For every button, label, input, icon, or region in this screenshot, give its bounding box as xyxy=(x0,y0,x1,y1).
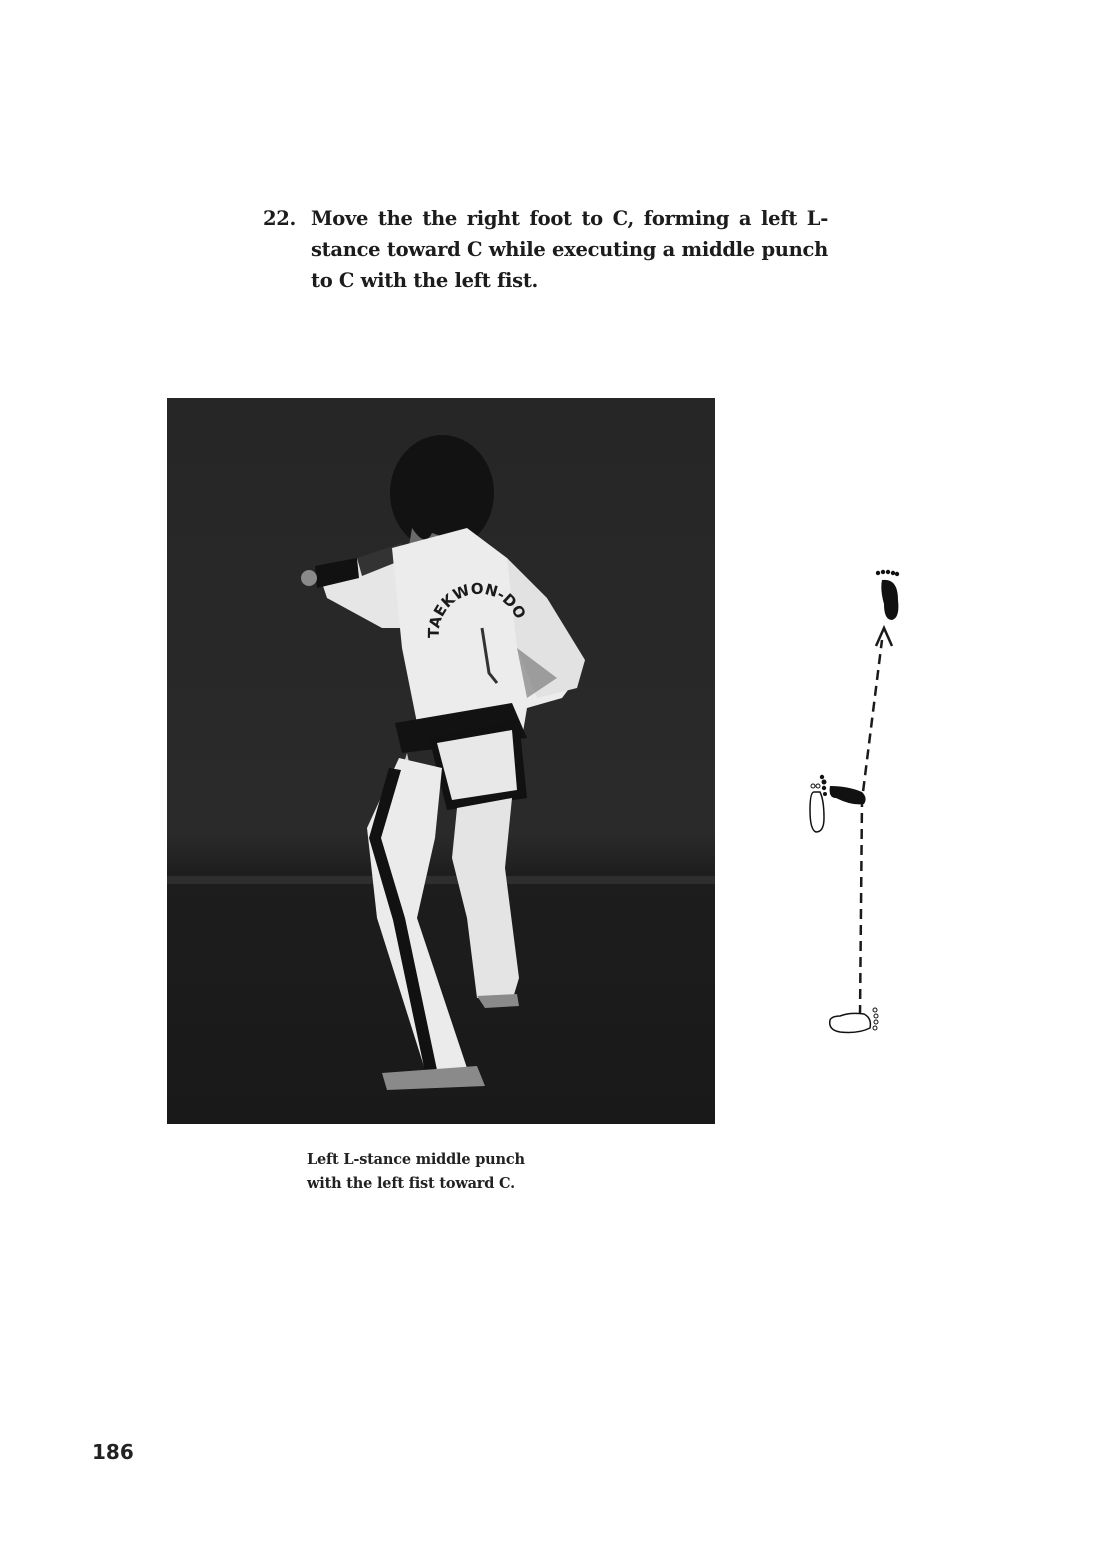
footprint-pivot-outline-icon xyxy=(810,784,824,832)
dashed-path xyxy=(860,640,882,1015)
caption-line-1: Left L-stance middle punch xyxy=(307,1151,525,1168)
uniform-logo-text: TAEKWON-DO xyxy=(424,579,530,639)
footwork-diagram xyxy=(800,560,920,1040)
step-number: 22. xyxy=(263,207,297,230)
photo-caption xyxy=(307,1148,607,1196)
footprint-pivot-filled-icon xyxy=(820,775,866,805)
footprint-start-outline-icon xyxy=(830,1008,878,1033)
caption-line-2: with the left fist toward C. xyxy=(307,1175,515,1192)
instruction-step xyxy=(263,203,828,296)
arrow-up-icon xyxy=(876,628,892,646)
technique-photo xyxy=(167,398,715,1124)
footprint-end-filled-icon xyxy=(876,570,899,620)
page-number: 186 xyxy=(92,1440,134,1464)
step-text: Move the the right foot to C, forming a left L-stance toward C while executing a middle punch to C with the left fist. xyxy=(311,207,828,292)
